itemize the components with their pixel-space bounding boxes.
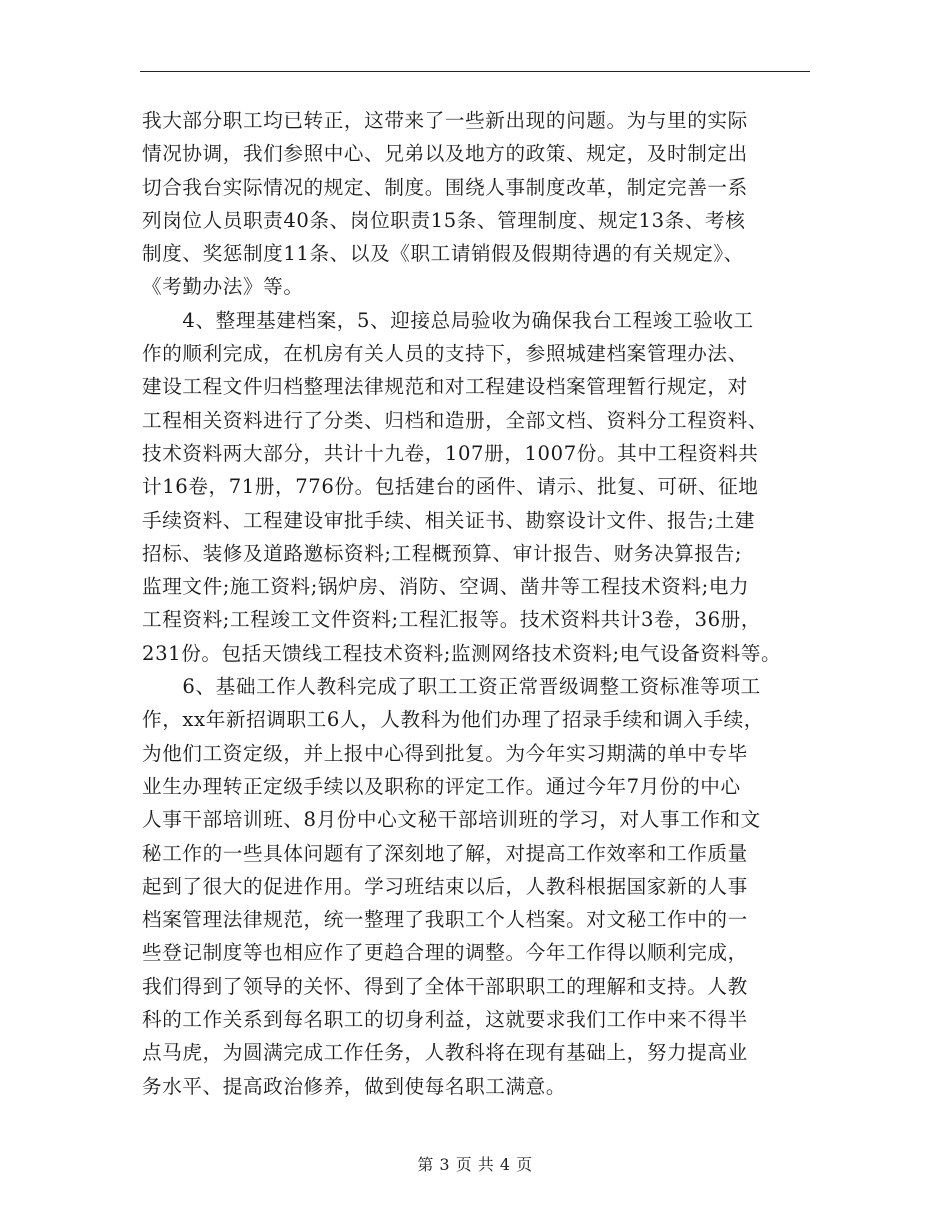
text-line: 工程相关资料进行了分类、归档和造册，全部文档、资料分工程资料、 <box>142 408 769 432</box>
text-line: 列岗位人员职责40条、岗位职责15条、管理制度、规定13条、考核 <box>142 208 746 232</box>
text-line: 档案管理法律规范，统一整理了我职工个人档案。对文秘工作中的一 <box>142 908 748 932</box>
text-line: 切合我台实际情况的规定、制度。围绕人事制度改革，制定完善一系 <box>142 175 748 199</box>
text-line: 建设工程文件归档整理法律规范和对工程建设档案管理暂行规定，对 <box>142 375 748 399</box>
text-line: 制度、奖惩制度11条、以及《职工请销假及假期待遇的有关规定》、 <box>142 242 744 266</box>
text-line: 点马虎，为圆满完成工作任务，人教科将在现有基础上，努力提高业 <box>142 1041 748 1065</box>
text-line: 情况协调，我们参照中心、兄弟以及地方的政策、规定，及时制定出 <box>142 142 748 166</box>
text-line: 为他们工资定级，并上报中心得到批复。为今年实习期满的单中专毕 <box>142 741 748 765</box>
text-line: 务水平、提高政治修养，做到使每名职工满意。 <box>142 1074 567 1098</box>
text-line: 我们得到了领导的关怀、得到了全体干部职职工的理解和支持。人教 <box>142 974 748 998</box>
body-text <box>142 104 822 1103</box>
text-line: 些登记制度等也相应作了更趋合理的调整。今年工作得以顺利完成， <box>142 941 748 965</box>
text-line: 秘工作的一些具体问题有了深刻地了解，对提高工作效率和工作质量 <box>142 841 748 865</box>
text-line: 《考勤办法》等。 <box>142 275 304 299</box>
text-line: 监理文件;施工资料;锅炉房、消防、空调、凿井等工程技术资料;电力 <box>142 575 750 599</box>
header-rule <box>140 71 810 72</box>
text-line: 招标、装修及道路邀标资料;工程概预算、审计报告、财务决算报告; <box>142 541 743 565</box>
text-line: 技术资料两大部分，共计十九卷，107册，1007份。其中工程资料共 <box>142 441 759 465</box>
text-line: 我大部分职工均已转正，这带来了一些新出现的问题。为与里的实际 <box>142 109 748 132</box>
text-line: 工程资料;工程竣工文件资料;工程汇报等。技术资料共计3卷，36册， <box>142 608 762 632</box>
text-line: 计16卷，71册，776份。包括建台的函件、请示、批复、可研、征地 <box>142 475 759 499</box>
text-line: 作的顺利完成，在机房有关人员的支持下，参照城建档案管理办法、 <box>142 342 748 366</box>
text-line: 231份。包括天馈线工程技术资料;监测网络技术资料;电气设备资料等。 <box>142 641 782 665</box>
page-footer: 第 3 页 共 4 页 <box>417 1155 533 1174</box>
text-line: 科的工作关系到每名职工的切身利益，这就要求我们工作中来不得半 <box>142 1008 748 1032</box>
text-line: 6、基础工作人教科完成了职工工资正常晋级调整工资标准等项工 <box>142 675 761 699</box>
text-line: 业生办理转正定级手续以及职称的评定工作。通过今年7月份的中心 <box>142 774 741 798</box>
text-line: 起到了很大的促进作用。学习班结束以后，人教科根据国家新的人事 <box>142 874 748 898</box>
text-line: 手续资料、工程建设审批手续、相关证书、勘察设计文件、报告;土建 <box>142 508 756 532</box>
text-line: 4、整理基建档案，5、迎接总局验收为确保我台工程竣工验收工 <box>142 308 754 332</box>
text-line: 作，xx年新招调职工6人，人教科为他们办理了招录手续和调入手续， <box>142 708 764 732</box>
text-line: 人事干部培训班、8月份中心文秘干部培训班的学习，对人事工作和文 <box>142 808 761 832</box>
